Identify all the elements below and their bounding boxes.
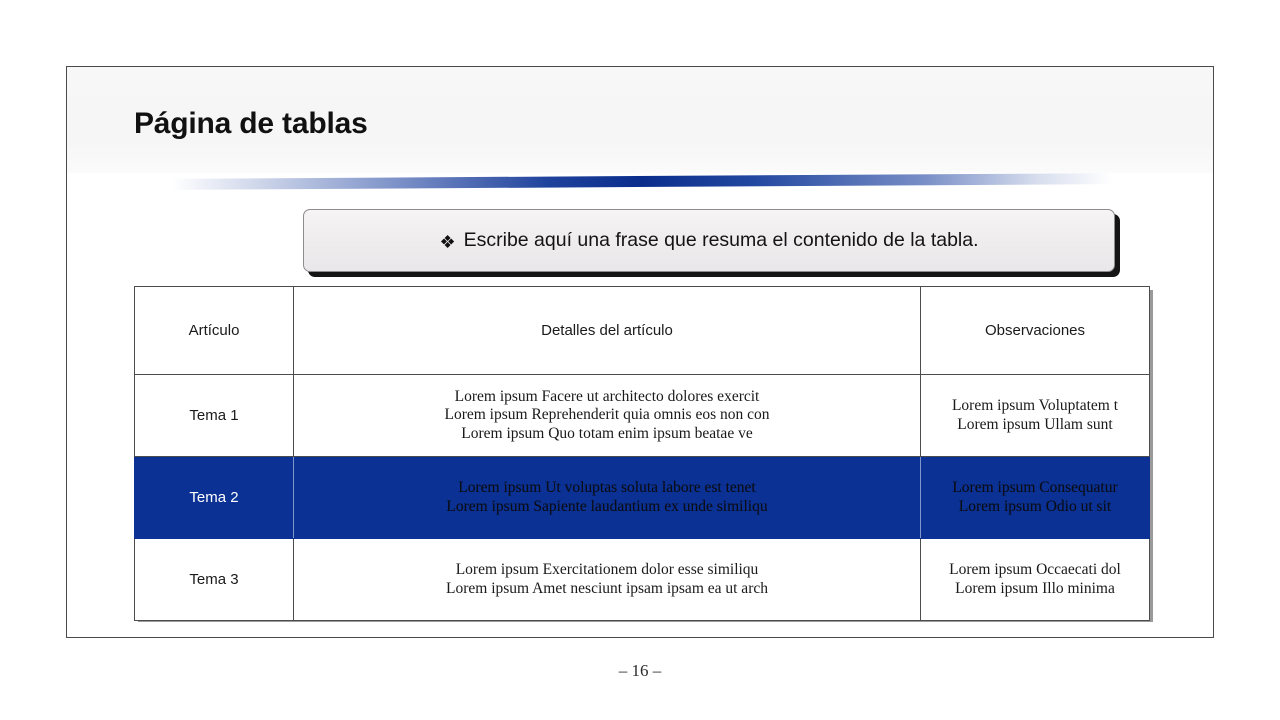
table-body: [135, 375, 1150, 621]
callout-content: [439, 229, 978, 252]
table-header-row: [135, 287, 1150, 375]
table-row[interactable]: [135, 375, 1150, 457]
cell-note: Lorem ipsum Consequatur Lorem ipsum Odio ut sit: [921, 457, 1150, 539]
divider-container: [67, 174, 1214, 194]
page-title: Página de tablas: [134, 107, 368, 140]
cell-detail: Lorem ipsum Facere ut architecto dolores exercit Lorem ipsum Reprehenderit quia omnis eos non con Lorem ipsum Quo totam enim ipsum beatae ve: [294, 375, 921, 457]
column-header-articulo: Artículo: [135, 287, 294, 375]
summary-callout[interactable]: [303, 209, 1115, 272]
slide-frame: [66, 66, 1214, 638]
cell-note: Lorem ipsum Occaecati dol Lorem ipsum Illo minima: [921, 539, 1150, 621]
table-row-highlighted[interactable]: [135, 457, 1150, 539]
cell-note: Lorem ipsum Voluptatem t Lorem ipsum Ullam sunt: [921, 375, 1150, 457]
cell-detail: Lorem ipsum Ut voluptas soluta labore est tenet Lorem ipsum Sapiente laudantium ex unde similiqu: [294, 457, 921, 539]
column-header-detalles: Detalles del artículo: [294, 287, 921, 375]
cell-topic: Tema 2: [135, 457, 294, 539]
page-number: – 16 –: [618, 661, 662, 680]
gradient-divider-bar: [172, 173, 1112, 190]
table-row[interactable]: [135, 539, 1150, 621]
data-table: [134, 286, 1150, 621]
column-header-observaciones: Observaciones: [921, 287, 1150, 375]
cell-topic: Tema 1: [135, 375, 294, 457]
callout-text: Escribe aquí una frase que resuma el contenido de la tabla.: [463, 229, 979, 251]
diamond-bullet-icon: ❖: [439, 231, 456, 252]
cell-detail: Lorem ipsum Exercitationem dolor esse similiqu Lorem ipsum Amet nesciunt ipsam ipsam ea ut arch: [294, 539, 921, 621]
cell-topic: Tema 3: [135, 539, 294, 621]
table-header: [135, 287, 1150, 375]
